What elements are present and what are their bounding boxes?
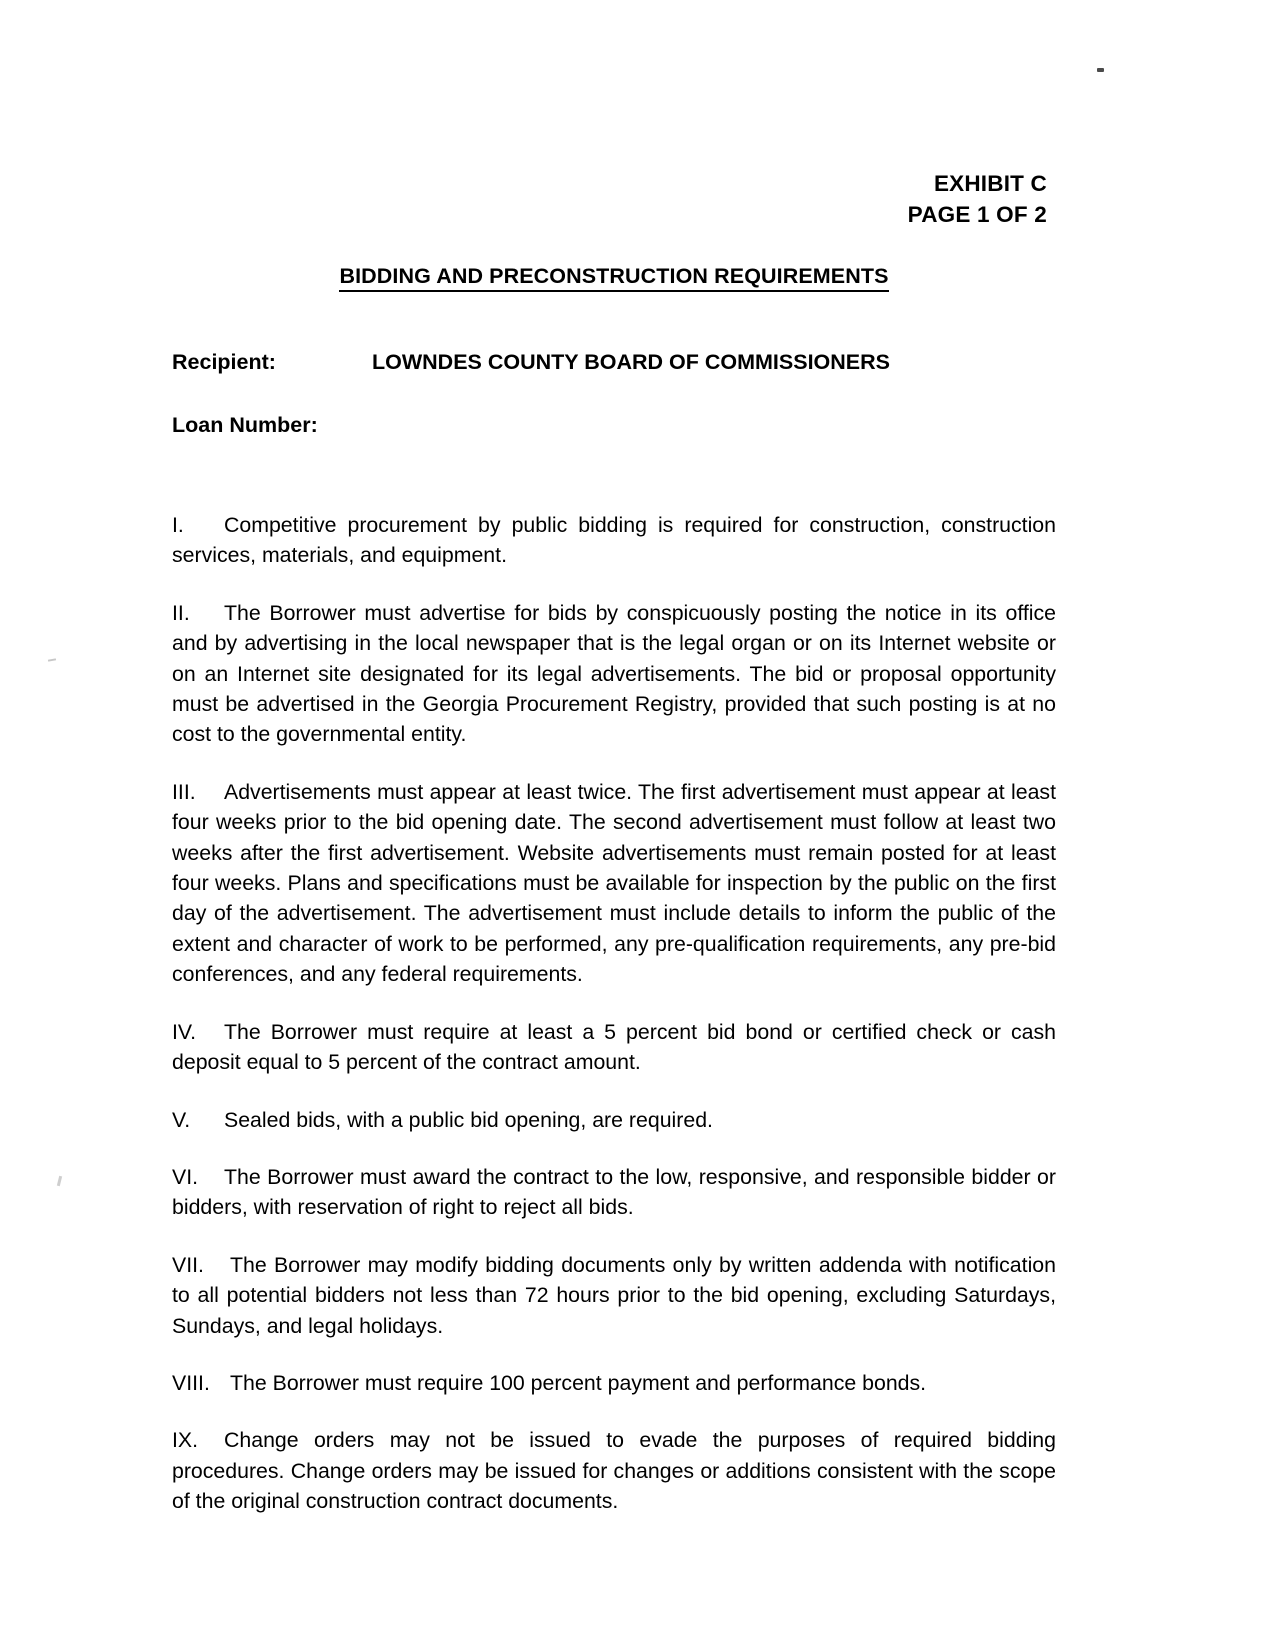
clause-numeral: III. [172,779,196,804]
clause-text: The Borrower may modify bidding documents only by written addenda with notification to all potential bidders not less than 72 hours prior to the bid opening, excluding Saturdays, Sundays, and legal holidays. [172,1252,1056,1338]
clause-item [172,1425,1056,1516]
clause-numeral: VI. [172,1164,199,1189]
recipient-value: LOWNDES COUNTY BOARD OF COMMISSIONERS [372,350,891,374]
clause-text: Advertisements must appear at least twice. The first advertisement must appear at least four weeks prior to the bid opening date. The second advertisement must follow at least two weeks after the first advertisement. Website advertisements must remain posted for at least four weeks. Plans and specifications must be available for inspection by the public on the first day of the advertisement. The advertisement must include details to inform the public of the extent and character of work to be performed, any pre-qualification requirements, any pre-bid conferences, and any federal requirements. [172,779,1056,987]
clause-item [172,777,1056,990]
clause-item [172,1105,1056,1135]
clause-numeral: VIII. [172,1370,210,1395]
scan-artifact-mark-icon [57,1176,62,1186]
clause-numeral: VII. [172,1252,204,1277]
clause-text: The Borrower must advertise for bids by conspicuously posting the notice in its office and by advertising in the local newspaper that is the legal organ or on its Internet website or on an Internet site designated for its legal advertisements. The bid or proposal opportunity must be advertised in the Georgia Procurement Registry, provided that such posting is at no cost to the governmental entity. [172,600,1056,747]
recipient-field-row [172,350,1056,375]
recipient-label: Recipient: [172,350,276,374]
loan-number-field-row [172,413,1056,438]
clause-item [172,1250,1056,1341]
exhibit-header [908,168,1047,230]
page-number-label: PAGE 1 OF 2 [907,202,1047,227]
clause-numeral: I. [172,513,184,537]
clause-list [172,510,1056,1517]
clause-text: The Borrower must award the contract to the low, responsive, and responsible bidder or bidders, with reservation of right to reject all bids. [172,1164,1056,1220]
clause-numeral: V. [172,1107,191,1132]
clause-item [172,598,1056,750]
loan-number-label: Loan Number: [172,413,318,437]
scan-artifact-dot-icon [1097,68,1104,72]
clause-numeral: II. [172,600,190,625]
exhibit-label: EXHIBIT C [933,171,1047,196]
clause-item [172,1368,1056,1398]
page-title-text: BIDDING AND PRECONSTRUCTION REQUIREMENTS [339,264,888,292]
clause-text: Competitive procurement by public bidding is required for construction, construction services, materials, and equipment. [172,513,1056,568]
clause-item [172,510,1056,571]
clause-text: Sealed bids, with a public bid opening, are required. [224,1107,713,1132]
clause-item [172,1162,1056,1223]
clause-text: The Borrower must require at least a 5 percent bid bond or certified check or cash deposit equal to 5 percent of the contract amount. [172,1019,1056,1075]
clause-text: The Borrower must require 100 percent payment and performance bonds. [230,1370,927,1395]
scan-artifact-mark-icon [48,658,56,661]
clause-item [172,1017,1056,1078]
clause-numeral: IX. [172,1428,199,1453]
page-title [172,264,1056,290]
clause-text: Change orders may not be issued to evade the purposes of required bidding procedures. Change orders may be issued for changes or additions consistent with the scope of the original construction contract documents. [172,1428,1056,1514]
document-body [172,264,1056,1517]
clause-numeral: IV. [172,1019,197,1044]
